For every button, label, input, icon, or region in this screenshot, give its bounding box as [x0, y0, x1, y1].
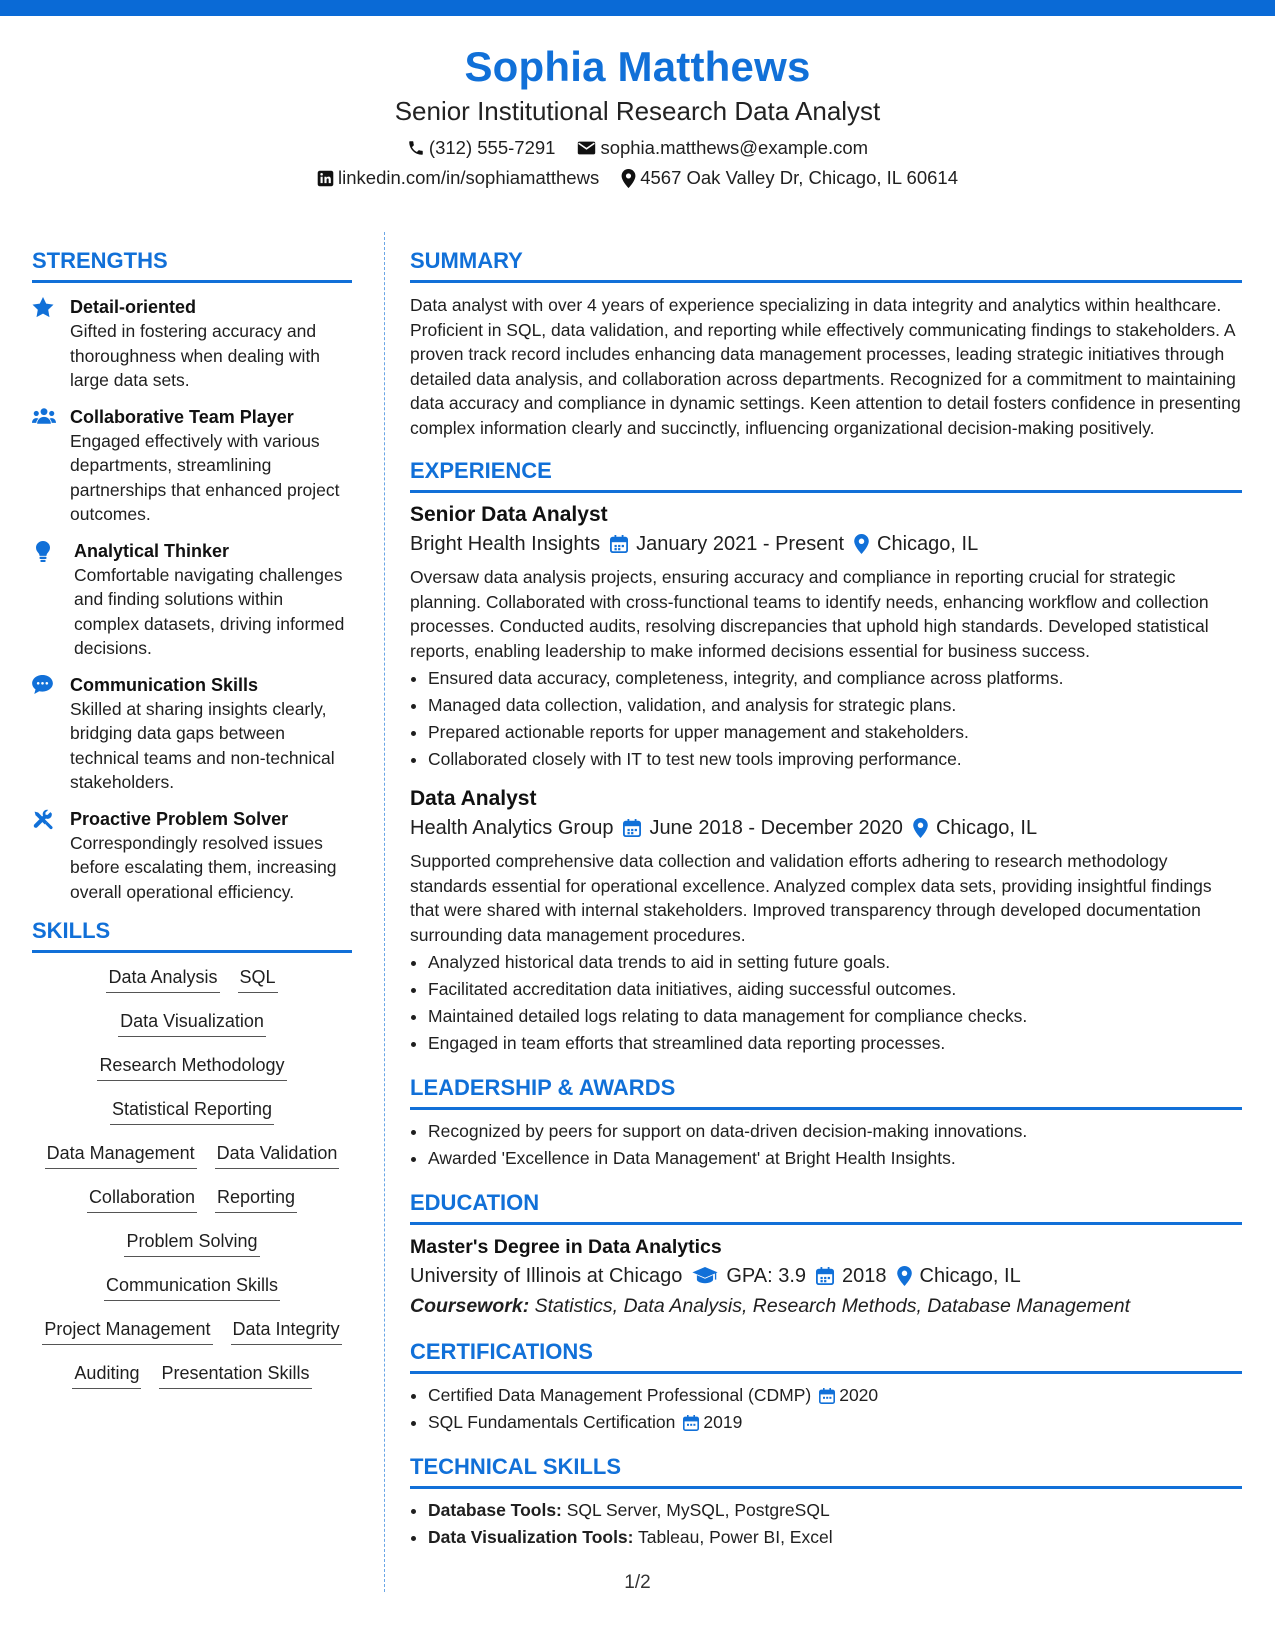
calendar-icon [623, 819, 641, 837]
degree-title: Master's Degree in Data Analytics [410, 1236, 722, 1258]
resume-header [0, 40, 1275, 190]
summary-heading: SUMMARY [410, 246, 1242, 283]
award-item: • Awarded 'Excellence in Data Management' at Bright Health Insights. [428, 1145, 1242, 1172]
school-location: Chicago, IL [919, 1265, 1021, 1287]
chat-icon [32, 675, 53, 694]
certification-year: 2019 [703, 1412, 743, 1432]
calendar-icon [819, 1388, 835, 1404]
skill-tag: Data Validation [215, 1141, 340, 1169]
skill-tag: Problem Solving [124, 1229, 259, 1257]
envelope-icon [577, 140, 596, 156]
job-bullet: • Engaged in team efforts that streamlined data reporting processes. [428, 1030, 1242, 1057]
certification-item [428, 1382, 1242, 1409]
experience-heading: EXPERIENCE [410, 456, 1242, 493]
address-contact [621, 166, 958, 190]
certifications-heading: CERTIFICATIONS [410, 1337, 1242, 1374]
skill-tag: Project Management [42, 1317, 212, 1345]
job-bullets [410, 949, 1242, 1057]
technical-skills-heading: TECHNICAL SKILLS [410, 1452, 1242, 1489]
graduation-cap-icon [692, 1267, 718, 1285]
strength-desc: Correspondingly resolved issues before escalating them, increasing overall operational efficiency. [70, 832, 337, 902]
map-pin-icon [621, 169, 636, 188]
award-item: • Recognized by peers for support on data-driven decision-making innovations. [428, 1118, 1242, 1145]
phone-contact[interactable] [407, 136, 556, 160]
linkedin-icon [317, 170, 334, 187]
calendar-icon [683, 1415, 699, 1431]
email-text: sophia.matthews@example.com [600, 137, 869, 158]
skill-tag: Auditing [72, 1361, 141, 1389]
coursework-list: Statistics, Data Analysis, Research Methods, Database Management [534, 1295, 1131, 1317]
job-bullet: • Prepared actionable reports for upper management and stakeholders. [428, 719, 1242, 746]
address-text: 4567 Oak Valley Dr, Chicago, IL 60614 [640, 167, 958, 188]
strength-item [32, 295, 352, 393]
email-contact[interactable] [577, 136, 868, 160]
education-meta [410, 1261, 1242, 1291]
job-meta [410, 813, 1242, 843]
job-entry [410, 501, 1242, 773]
job-bullet: • Managed data collection, validation, and analysis for strategic plans. [428, 692, 1242, 719]
tools-icon [32, 809, 53, 830]
technical-skill-item [428, 1524, 1242, 1551]
coursework [410, 1291, 1242, 1321]
technical-skill-item [428, 1497, 1242, 1524]
job-description: Supported comprehensive data collection and validation efforts adhering to research methodology standards essential for operational excellence. Analyzed complex data sets, providing insightful findings that were shared with internal stakeholders. Improved transparency through developed documentation surrounding data management procedures. [410, 851, 1212, 945]
skill-tag: Data Visualization [118, 1009, 266, 1037]
candidate-name: Sophia Matthews [464, 43, 811, 90]
gpa: GPA: 3.9 [726, 1265, 807, 1287]
certifications-list [410, 1382, 1242, 1436]
job-dates: June 2018 - December 2020 [649, 817, 903, 839]
job-bullet: • Collaborated closely with IT to test new tools improving performance. [428, 746, 1242, 773]
strength-title: Proactive Problem Solver [70, 808, 289, 829]
job-location: Chicago, IL [935, 817, 1038, 839]
skill-tag: Data Integrity [231, 1317, 342, 1345]
summary-text: Data analyst with over 4 years of experience specializing in data integrity and analytics within healthcare. Proficient in SQL, data validation, and reporting while effectively communicating findings to stakeholders. A proven track record includes enhancing data management processes, leading strategic initiatives through detailed data analysis, and collaboration across departments. Recognized for a commitment to maintaining data accuracy and compliance in dynamic settings. Keen attention to detail fosters confidence in presenting complex information clearly and succinctly, influencing organizational decision-making positively. [410, 295, 1241, 438]
strength-desc: Engaged effectively with various departments, streamlining partnerships that enhanced project outcomes. [70, 430, 340, 524]
star-icon [32, 297, 54, 318]
job-bullets [410, 665, 1242, 773]
technical-skill-value: SQL Server, MySQL, PostgreSQL [566, 1500, 830, 1520]
skill-tag: Presentation Skills [159, 1361, 311, 1389]
contact-row-2 [0, 166, 1275, 190]
strength-title: Detail-oriented [70, 297, 197, 317]
strength-item [32, 807, 352, 905]
skill-tag: SQL [238, 965, 278, 993]
technical-skill-label: Data Visualization Tools: [428, 1527, 634, 1547]
linkedin-text: linkedin.com/in/sophiamatthews [338, 167, 600, 188]
right-column [410, 246, 1242, 1551]
job-meta [410, 529, 1242, 559]
calendar-icon [816, 1267, 834, 1285]
skills-heading: SKILLS [32, 916, 352, 953]
job-entry [410, 785, 1242, 1057]
job-bullet: • Analyzed historical data trends to aid in setting future goals. [428, 949, 1242, 976]
phone-icon [407, 139, 425, 157]
certification-name: • SQL Fundamentals Certification [428, 1412, 676, 1432]
map-pin-icon [854, 534, 869, 554]
coursework-label: Coursework: [410, 1295, 530, 1317]
graduation-year: 2018 [842, 1265, 887, 1287]
certification-name: • Certified Data Management Professional (CDMP) [428, 1385, 812, 1405]
strength-desc: Skilled at sharing insights clearly, bridging data gaps between technical teams and non-technical stakeholders. [70, 698, 335, 792]
job-company: Health Analytics Group [410, 817, 614, 839]
leadership-heading: LEADERSHIP & AWARDS [410, 1073, 1242, 1110]
page-number: 1/2 [624, 1572, 651, 1593]
lightbulb-icon [36, 541, 50, 562]
strength-title: Collaborative Team Player [70, 406, 294, 427]
technical-skill-value: Tableau, Power BI, Excel [638, 1527, 833, 1547]
job-bullet: • Facilitated accreditation data initiatives, aiding successful outcomes. [428, 976, 1242, 1003]
strength-desc: Comfortable navigating challenges and finding solutions within complex datasets, driving informed decisions. [74, 564, 345, 658]
contact-row-1 [0, 136, 1275, 160]
strength-item [32, 673, 352, 795]
technical-skills-list [410, 1497, 1242, 1551]
strengths-heading: STRENGTHS [32, 246, 352, 283]
job-bullet: • Maintained detailed logs relating to data management for compliance checks. [428, 1003, 1242, 1030]
skill-tag: Data Management [45, 1141, 197, 1169]
skill-tag: Research Methodology [97, 1053, 286, 1081]
top-accent-bar [0, 0, 1275, 16]
skills-list [32, 965, 352, 1405]
skill-tag: Reporting [215, 1185, 297, 1213]
job-title: Senior Data Analyst [410, 503, 608, 526]
linkedin-contact[interactable] [317, 166, 599, 190]
left-column [32, 246, 352, 1405]
job-company: Bright Health Insights [410, 533, 601, 555]
skill-tag: Communication Skills [104, 1273, 280, 1301]
strength-item [32, 405, 352, 527]
job-title: Data Analyst [410, 787, 537, 810]
job-dates: January 2021 - Present [636, 533, 845, 555]
strength-desc: Gifted in fostering accuracy and thoroughness when dealing with large data sets. [70, 321, 321, 390]
skill-tag: Collaboration [87, 1185, 197, 1213]
strength-title: Analytical Thinker [74, 540, 230, 561]
candidate-title: Senior Institutional Research Data Analyst [394, 96, 881, 126]
leadership-list [410, 1118, 1242, 1172]
users-icon [32, 407, 56, 425]
technical-skill-label: Database Tools: [428, 1500, 562, 1520]
strengths-list [32, 295, 352, 904]
job-description: Oversaw data analysis projects, ensuring accuracy and compliance in reporting crucial for strategic planning. Collaborated with cross-functional teams to identify needs, enhancing workflow and collection processes. Conducted audits, resolving discrepancies that uphold high standards. Developed statistical reports, enabling leadership to make informed decisions essential for business success. [410, 567, 1209, 661]
map-pin-icon [897, 1266, 912, 1286]
job-bullet: • Ensured data accuracy, completeness, integrity, and compliance across platforms. [428, 665, 1242, 692]
column-divider [384, 232, 385, 1592]
skill-tag: Statistical Reporting [110, 1097, 274, 1125]
phone-text: (312) 555-7291 [428, 137, 556, 158]
skill-tag: Data Analysis [106, 965, 219, 993]
certification-item [428, 1409, 1242, 1436]
job-location: Chicago, IL [877, 533, 979, 555]
map-pin-icon [913, 818, 928, 838]
education-heading: EDUCATION [410, 1188, 1242, 1225]
education-entry [410, 1233, 1242, 1321]
strength-item [32, 539, 352, 661]
calendar-icon [610, 535, 628, 553]
school-name: University of Illinois at Chicago [410, 1265, 683, 1287]
certification-year: 2020 [839, 1385, 879, 1405]
strength-title: Communication Skills [70, 674, 259, 695]
